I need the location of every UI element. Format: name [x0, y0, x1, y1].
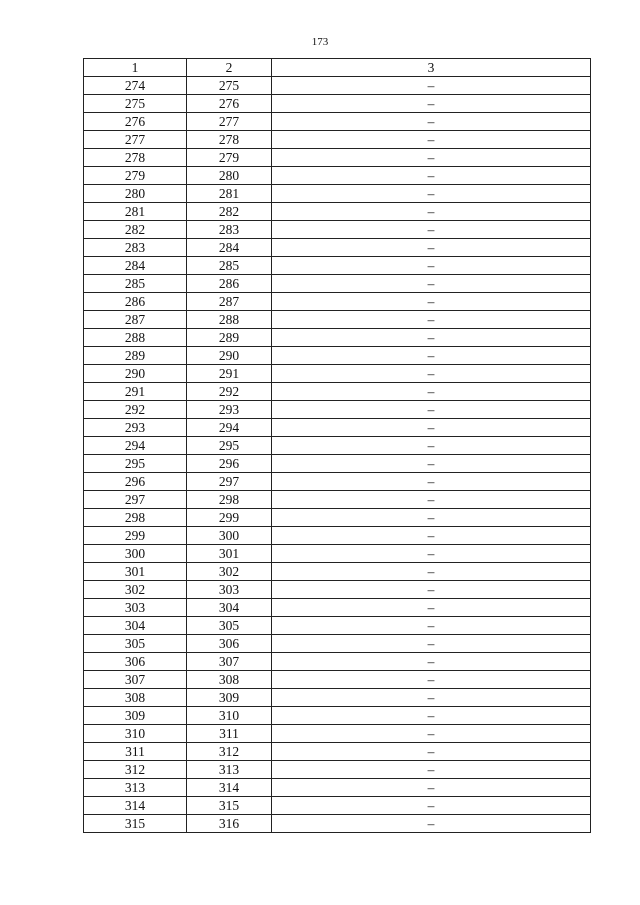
page-number: 173: [311, 36, 329, 48]
table-row: [84, 545, 591, 563]
table-cell-col-2: 290: [187, 347, 272, 365]
table-cell-col-3: –: [272, 707, 591, 725]
table-cell-col-1: 296: [84, 473, 187, 491]
table-cell-col-2: 289: [187, 329, 272, 347]
table-cell-col-3: –: [272, 293, 591, 311]
table-cell-col-1: 277: [84, 131, 187, 149]
table-cell-col-3: –: [272, 167, 591, 185]
header-row: [84, 59, 591, 77]
table-cell-col-2: 281: [187, 185, 272, 203]
table-row: [84, 221, 591, 239]
table-row: [84, 419, 591, 437]
table-row: [84, 275, 591, 293]
table-row: [84, 671, 591, 689]
table-cell-col-1: 279: [84, 167, 187, 185]
table-cell-col-2: 303: [187, 581, 272, 599]
table-cell-col-2: 279: [187, 149, 272, 167]
table-row: [84, 581, 591, 599]
table-cell-col-1: 303: [84, 599, 187, 617]
table-row: [84, 365, 591, 383]
table-header: [84, 59, 591, 77]
table-cell-col-2: 300: [187, 527, 272, 545]
table-cell-col-1: 283: [84, 239, 187, 257]
table-cell-col-2: 283: [187, 221, 272, 239]
table-cell-col-1: 289: [84, 347, 187, 365]
table-row: [84, 635, 591, 653]
table-cell-col-3: –: [272, 797, 591, 815]
table-cell-col-2: 280: [187, 167, 272, 185]
table-row: [84, 599, 591, 617]
table-row: [84, 779, 591, 797]
column-header-2: 2: [187, 59, 272, 77]
table-row: [84, 203, 591, 221]
table-cell-col-1: 309: [84, 707, 187, 725]
table-cell-col-3: –: [272, 599, 591, 617]
table-cell-col-2: 316: [187, 815, 272, 833]
table-cell-col-2: 299: [187, 509, 272, 527]
table-cell-col-3: –: [272, 257, 591, 275]
table-cell-col-3: –: [272, 455, 591, 473]
table-cell-col-3: –: [272, 527, 591, 545]
table-row: [84, 473, 591, 491]
table-cell-col-2: 297: [187, 473, 272, 491]
table-cell-col-3: –: [272, 329, 591, 347]
table-row: [84, 149, 591, 167]
table-cell-col-1: 292: [84, 401, 187, 419]
table-cell-col-3: –: [272, 311, 591, 329]
table-body: [84, 77, 591, 833]
table-cell-col-1: 291: [84, 383, 187, 401]
table-cell-col-1: 298: [84, 509, 187, 527]
table-cell-col-3: –: [272, 239, 591, 257]
table-cell-col-3: –: [272, 131, 591, 149]
table-row: [84, 725, 591, 743]
table-cell-col-3: –: [272, 779, 591, 797]
table-row: [84, 689, 591, 707]
table-cell-col-1: 281: [84, 203, 187, 221]
table-cell-col-2: 285: [187, 257, 272, 275]
table-cell-col-2: 296: [187, 455, 272, 473]
table-cell-col-2: 276: [187, 95, 272, 113]
table-row: [84, 95, 591, 113]
table-cell-col-2: 307: [187, 653, 272, 671]
table-cell-col-2: 311: [187, 725, 272, 743]
table-cell-col-3: –: [272, 563, 591, 581]
table-cell-col-1: 282: [84, 221, 187, 239]
table-cell-col-1: 286: [84, 293, 187, 311]
column-header-3: 3: [272, 59, 591, 77]
table-cell-col-1: 311: [84, 743, 187, 761]
table-row: [84, 653, 591, 671]
table-row: [84, 617, 591, 635]
table-cell-col-2: 312: [187, 743, 272, 761]
table-cell-col-1: 275: [84, 95, 187, 113]
table-cell-col-1: 284: [84, 257, 187, 275]
table-cell-col-1: 294: [84, 437, 187, 455]
table-cell-col-2: 298: [187, 491, 272, 509]
table-cell-col-1: 295: [84, 455, 187, 473]
table-cell-col-1: 297: [84, 491, 187, 509]
table-cell-col-3: –: [272, 401, 591, 419]
data-table: [83, 58, 591, 833]
table-row: [84, 293, 591, 311]
column-header-1: 1: [84, 59, 187, 77]
table-row: [84, 491, 591, 509]
table-cell-col-3: –: [272, 383, 591, 401]
table-cell-col-3: –: [272, 581, 591, 599]
table-cell-col-3: –: [272, 761, 591, 779]
table-cell-col-2: 291: [187, 365, 272, 383]
table-row: [84, 797, 591, 815]
table-cell-col-3: –: [272, 743, 591, 761]
table-row: [84, 437, 591, 455]
table-cell-col-1: 276: [84, 113, 187, 131]
table-cell-col-2: 277: [187, 113, 272, 131]
table-row: [84, 563, 591, 581]
table-row: [84, 239, 591, 257]
table-row: [84, 815, 591, 833]
table-row: [84, 761, 591, 779]
table-cell-col-2: 275: [187, 77, 272, 95]
table-cell-col-3: –: [272, 95, 591, 113]
table-cell-col-3: –: [272, 473, 591, 491]
table-cell-col-1: 288: [84, 329, 187, 347]
table-row: [84, 527, 591, 545]
table-cell-col-2: 314: [187, 779, 272, 797]
table-cell-col-3: –: [272, 653, 591, 671]
table-cell-col-2: 310: [187, 707, 272, 725]
table-cell-col-3: –: [272, 725, 591, 743]
table-cell-col-3: –: [272, 419, 591, 437]
table-cell-col-1: 301: [84, 563, 187, 581]
table-row: [84, 113, 591, 131]
table-cell-col-1: 299: [84, 527, 187, 545]
table-cell-col-1: 290: [84, 365, 187, 383]
table-cell-col-2: 315: [187, 797, 272, 815]
table-cell-col-2: 308: [187, 671, 272, 689]
table-cell-col-2: 294: [187, 419, 272, 437]
table-cell-col-3: –: [272, 221, 591, 239]
table-cell-col-2: 282: [187, 203, 272, 221]
table-cell-col-2: 301: [187, 545, 272, 563]
table-cell-col-3: –: [272, 77, 591, 95]
table-row: [84, 131, 591, 149]
table-cell-col-3: –: [272, 671, 591, 689]
table-cell-col-3: –: [272, 347, 591, 365]
table-cell-col-1: 305: [84, 635, 187, 653]
table-cell-col-3: –: [272, 275, 591, 293]
table-cell-col-2: 304: [187, 599, 272, 617]
table-cell-col-2: 287: [187, 293, 272, 311]
table-cell-col-3: –: [272, 635, 591, 653]
table-cell-col-2: 313: [187, 761, 272, 779]
table-row: [84, 509, 591, 527]
table-cell-col-1: 293: [84, 419, 187, 437]
table-cell-col-1: 315: [84, 815, 187, 833]
table-row: [84, 77, 591, 95]
table-row: [84, 743, 591, 761]
table-cell-col-2: 295: [187, 437, 272, 455]
table-row: [84, 257, 591, 275]
table-row: [84, 329, 591, 347]
table-cell-col-3: –: [272, 509, 591, 527]
table-cell-col-1: 308: [84, 689, 187, 707]
table-row: [84, 383, 591, 401]
table-cell-col-1: 278: [84, 149, 187, 167]
table-cell-col-1: 306: [84, 653, 187, 671]
table-cell-col-2: 305: [187, 617, 272, 635]
table-cell-col-1: 274: [84, 77, 187, 95]
table-cell-col-1: 287: [84, 311, 187, 329]
table-cell-col-1: 304: [84, 617, 187, 635]
table-cell-col-2: 302: [187, 563, 272, 581]
table-cell-col-2: 292: [187, 383, 272, 401]
table-cell-col-1: 314: [84, 797, 187, 815]
table-cell-col-3: –: [272, 545, 591, 563]
table-row: [84, 401, 591, 419]
table-cell-col-1: 312: [84, 761, 187, 779]
table-cell-col-3: –: [272, 491, 591, 509]
table-cell-col-3: –: [272, 437, 591, 455]
table-cell-col-3: –: [272, 149, 591, 167]
table-cell-col-3: –: [272, 203, 591, 221]
table-cell-col-2: 288: [187, 311, 272, 329]
table-cell-col-3: –: [272, 365, 591, 383]
table-cell-col-2: 309: [187, 689, 272, 707]
table-cell-col-1: 300: [84, 545, 187, 563]
table-cell-col-1: 280: [84, 185, 187, 203]
table-cell-col-3: –: [272, 113, 591, 131]
table-row: [84, 347, 591, 365]
table-cell-col-2: 284: [187, 239, 272, 257]
table-row: [84, 167, 591, 185]
table-cell-col-3: –: [272, 185, 591, 203]
table-cell-col-1: 307: [84, 671, 187, 689]
table-row: [84, 707, 591, 725]
table-cell-col-2: 306: [187, 635, 272, 653]
table-cell-col-1: 310: [84, 725, 187, 743]
table-cell-col-3: –: [272, 815, 591, 833]
table-cell-col-2: 286: [187, 275, 272, 293]
table-cell-col-2: 293: [187, 401, 272, 419]
table-cell-col-3: –: [272, 617, 591, 635]
table-cell-col-2: 278: [187, 131, 272, 149]
table-cell-col-1: 302: [84, 581, 187, 599]
table-cell-col-1: 285: [84, 275, 187, 293]
table-row: [84, 311, 591, 329]
table-cell-col-1: 313: [84, 779, 187, 797]
table-row: [84, 455, 591, 473]
table-row: [84, 185, 591, 203]
table-cell-col-3: –: [272, 689, 591, 707]
